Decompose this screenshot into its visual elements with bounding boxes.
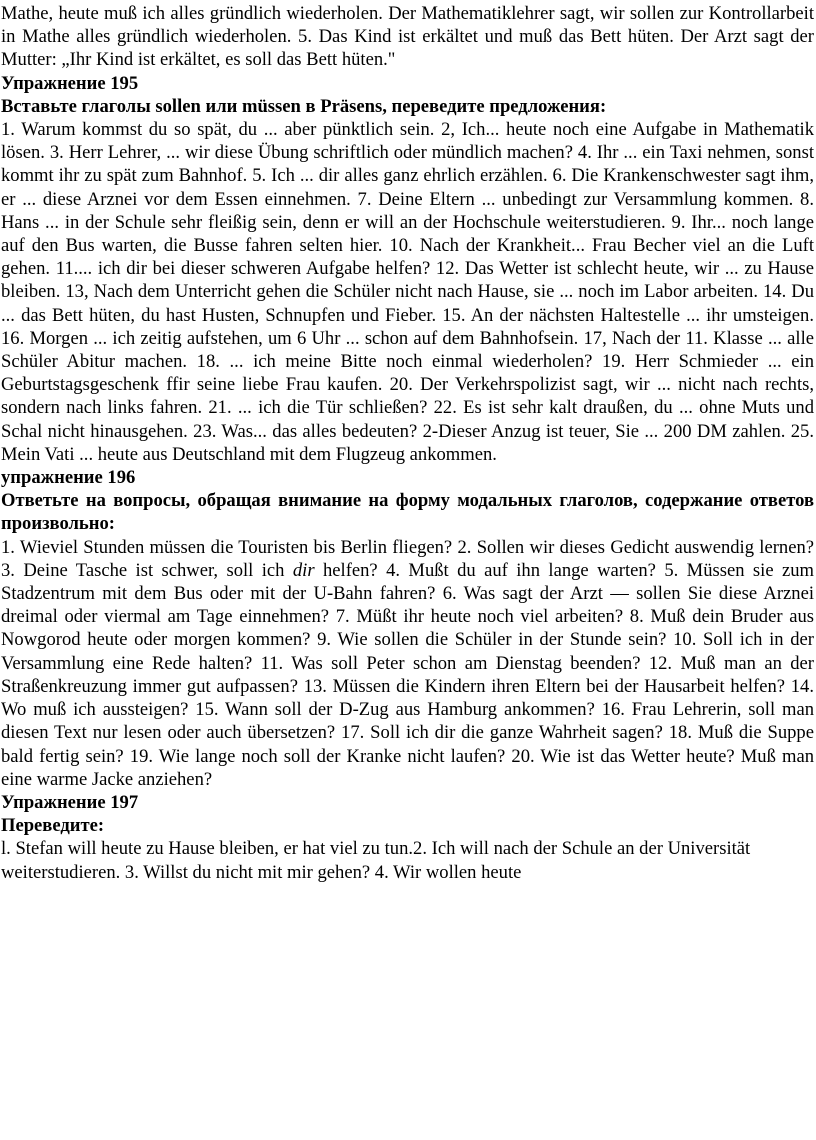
exercise-196-body — [1, 536, 814, 791]
exercise-197-instruction: Переведите: — [1, 815, 105, 837]
exercise-197-title: Упражнение 197 — [1, 791, 139, 813]
exercise-195-body: 1. Warum kommst du so spät, du ... aber pünktlich sein. 2, Ich... heute noch eine Aufgabe in Mathematik lösen. 3. Herr Lehrer, ... wir diese Übung schriftlich oder mündlich machen? 4. Ihr ... ein Taxi nehmen, sonst kommt ihr zu spät zum Bahnhof. 5. Ich ... dir alles ganz ehrlich erzählen. 6. Die Krankenschwester sagt ihm, er ... diese Arznei vor dem Essen einnehmen. 7. Deine Eltern ... unbedingt zur Versammlung kommen. 8. Hans ... in der Schule sehr fleißig sein, denn er will an der Hochschule weiterstudieren. 9. Ihr... noch lange auf den Bus warten, die Busse fahren selten hier. 10. Nach der Krankheit... Frau Becher viel an die Luft gehen. 11.... ich dir bei dieser schweren Aufgabe helfen? 12. Das Wetter ist schlecht heute, wir ... zu Hause bleiben. 13, Nach dem Unterricht gehen die Schüler nicht nach Hause, sie ... noch im Labor arbeiten. 14. Du ... das Bett hüten, du hast Husten, Schnupfen und Fieber. 15. An der nächsten Haltestelle ... ihr umsteigen. 16. Morgen ... ich zeitig aufstehen, um 6 Uhr ... schon auf dem Bahnhofsein. 17, Nach der 11. Klasse ... alle Schüler Abitur machen. 18. ... ich meine Bitte noch einmal wiederholen? 19. Herr Schmieder ... ein Geburtstagsgeschenk ffir seine liebe Frau kaufen. 20. Der Verkehrspolizist sagt, wir ... nicht nach rechts, sondern nach links fahren. 21. ... ich die Tür schließen? 22. Es ist sehr kalt draußen, du ... ohne Muts und Schal nicht hinausgehen. 23. Was... das alles bedeuten? 2-Dieser Anzug ist teuer, Sie ... 200 DM zahlen. 25. Mein Vati ... heute aus Deutschland mit dem Flugzeug ankommen. — [1, 119, 814, 465]
exercise-197 — [1, 791, 814, 884]
exercise-196-body-italic: dir — [292, 559, 315, 581]
exercise-196-body-part2: helfen? 4. Mußt du auf ihn lange warten? 5. Müssen sie zum Stadzentrum mit dem Bus oder mit der U-Bahn fahren? 6. Was sagt der Arzt — sollen Sie diese Arznei dreimal oder viermal am Tage einnehmen? 7. Müßt ihr heute noch viel arbeiten? 8. Muß dein Bruder aus Nowgorod heute oder morgen kommen? 9. Wie sollen die Schüler in der Stunde sein? 10. Soll ich in der Versammlung eine Rede halten? 11. Was soll Peter schon am Dienstag beenden? 12. Muß man an der Straßenkreuzung immer gut aufpassen? 13. Müssen die Kindern ihren Eltern bei der Hausarbeit helfen? 14. Wo muß ich aussteigen? 15. Wann soll der D-Zug aus Hamburg ankommen? 16. Frau Lehrerin, soll man diesen Text nur lesen oder auch übersetzen? 17. Soll ich dir die ganze Wahrheit sagen? 18. Muß die Suppe bald fertig sein? 19. Wie lange noch soll der Kranke nicht laufen? 20. Wie ist das Wetter heute? Muß man eine warme Jacke anziehen? — [1, 559, 814, 790]
exercise-197-body: l. Stefan will heute zu Hause bleiben, er hat viel zu tun.2. Ich will nach der Schule an der Universität weiterstudieren. 3. Willst du nicht mit mir gehen? 4. Wir wollen heute — [1, 838, 751, 883]
exercise-195 — [1, 72, 814, 466]
exercise-196 — [1, 466, 814, 791]
intro-paragraph: Mathe, heute muß ich alles gründlich wiederholen. Der Mathematiklehrer sagt, wir sollen zur Kontrollarbeit in Mathe alles gründlich wiederholen. 5. Das Kind ist erkältet und muß das Bett hüten. Der Arzt sagt der Mutter: „Ihr Kind ist erkältet, es soll das Bett hüten." — [1, 3, 814, 71]
exercise-196-title: упражнение 196 — [1, 467, 136, 489]
exercise-195-instruction: Вставьте глаголы sollen или müssen в Präsens, переведите предложения: — [1, 95, 607, 117]
exercise-196-instruction: Ответьте на вопросы, обращая внимание на форму модальных глаголов, содержание ответов произвольно: — [1, 490, 814, 535]
exercise-196-body-part1: 1. Wieviel Stunden müssen die Touristen bis Berlin fliegen? 2. Sollen wir dieses Gedicht auswendig lernen? 3. Deine Tasche ist schwer, soll ich — [1, 536, 814, 581]
exercise-195-title: Упражнение 195 — [1, 72, 139, 94]
